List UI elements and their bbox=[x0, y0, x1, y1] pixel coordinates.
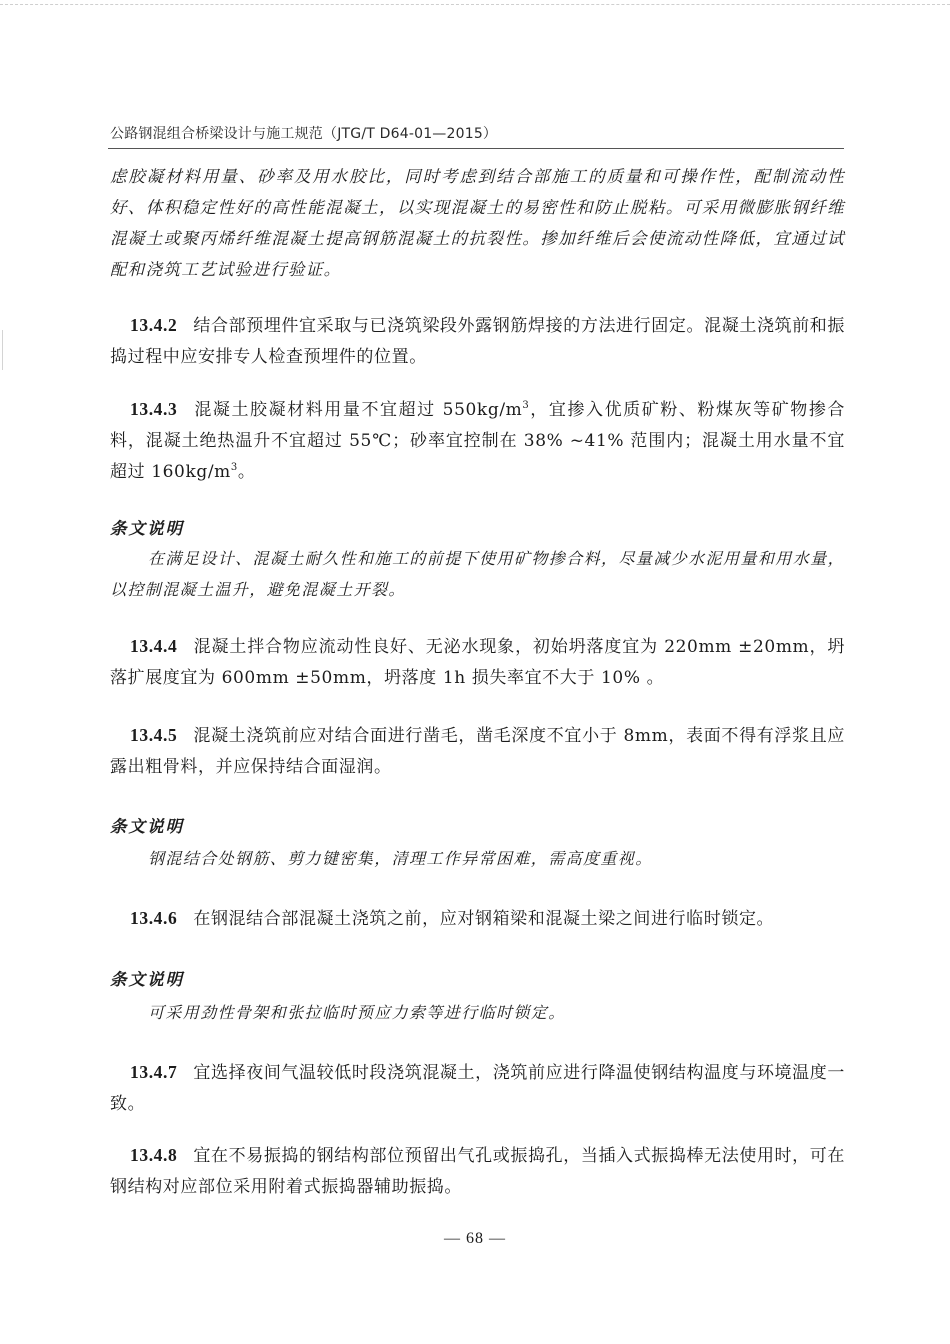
note-text: 在满足设计、混凝土耐久性和施工的前提下使用矿物掺合料，尽量减少水泥用量和用水量，以控制混凝土温升，避免混凝土开裂。 bbox=[110, 549, 845, 599]
running-header: 公路钢混组合桥梁设计与施工规范（JTG/T D64-01—2015） bbox=[110, 126, 498, 142]
scan-artifact-line bbox=[0, 4, 950, 6]
note-text: 钢混结合处钢筋、剪力键密集，清理工作异常困难，需高度重视。 bbox=[148, 849, 653, 868]
superscript: 3 bbox=[230, 462, 238, 473]
clause-text: ，宜掺入优质矿粉、粉煤灰等矿物掺合料，混凝土绝热温升不宜超过 55℃；砂率宜控制在 38% ~41% 范围内；混凝土用水量不宜超过 160kg/m bbox=[110, 400, 846, 482]
clause-number: 13.4.3 bbox=[130, 399, 178, 419]
clause-number: 13.4.5 bbox=[130, 725, 178, 745]
note-text: 可采用劲性骨架和张拉临时预应力索等进行临时锁定。 bbox=[148, 1003, 566, 1022]
clause-text: 。 bbox=[237, 462, 256, 482]
scan-artifact-mark bbox=[2, 330, 3, 370]
clause-number: 13.4.4 bbox=[130, 636, 178, 656]
clause-text: 宜在不易振捣的钢结构部位预留出气孔或振捣孔，当插入式振捣棒无法使用时，可在钢结构对应部位采用附着式振捣器辅助振捣。 bbox=[110, 1146, 845, 1197]
note-heading: 条文说明 bbox=[110, 817, 184, 836]
clause-text: 结合部预埋件宜采取与已浇筑梁段外露钢筋焊接的方法进行固定。混凝土浇筑前和振捣过程中应安排专人检查预埋件的位置。 bbox=[110, 316, 845, 367]
clause-text: 混凝土胶凝材料用量不宜超过 550kg/m bbox=[193, 400, 523, 420]
clause-number: 13.4.6 bbox=[130, 908, 178, 928]
clause-text: 宜选择夜间气温较低时段浇筑混凝土，浇筑前应进行降温使钢结构温度与环境温度一致。 bbox=[110, 1063, 845, 1114]
clause-13-4-3 bbox=[110, 394, 845, 488]
page-number: — 68 — bbox=[444, 1230, 506, 1247]
clause-number: 13.4.8 bbox=[130, 1145, 178, 1165]
clause-number: 13.4.2 bbox=[130, 315, 178, 335]
clause-text: 混凝土拌合物应流动性良好、无泌水现象，初始坍落度宜为 220mm ±20mm，坍落扩展度宜为 600mm ±50mm，坍落度 1h 损失率宜不大于 10% 。 bbox=[110, 637, 845, 688]
clause-13-4-2 bbox=[110, 310, 845, 373]
note-heading: 条文说明 bbox=[110, 970, 184, 989]
superscript: 3 bbox=[522, 400, 530, 411]
clause-13-4-5 bbox=[110, 720, 845, 783]
clause-text: 混凝土浇筑前应对结合面进行凿毛，凿毛深度不宜小于 8mm，表面不得有浮浆且应露出粗骨料，并应保持结合面湿润。 bbox=[110, 726, 845, 777]
clause-13-4-4 bbox=[110, 631, 845, 694]
clause-text: 在钢混结合部混凝土浇筑之前，应对钢箱梁和混凝土梁之间进行临时锁定。 bbox=[193, 909, 775, 929]
clause-13-4-8 bbox=[110, 1140, 845, 1203]
clause-number: 13.4.7 bbox=[130, 1062, 178, 1082]
clause-13-4-6 bbox=[110, 903, 845, 935]
clause-13-4-7 bbox=[110, 1057, 845, 1120]
header-rule bbox=[108, 148, 844, 149]
note-heading: 条文说明 bbox=[110, 519, 184, 538]
intro-explanation: 虑胶凝材料用量、砂率及用水胶比，同时考虑到结合部施工的质量和可操作性，配制流动性好、体积稳定性好的高性能混凝土，以实现混凝土的易密性和防止脱粘。可采用微膨胀钢纤维混凝土或聚丙烯纤维混凝土提高钢筋混凝土的抗裂性。掺加纤维后会使流动性降低，宜通过试配和浇筑工艺试验进行验证。 bbox=[110, 167, 845, 279]
